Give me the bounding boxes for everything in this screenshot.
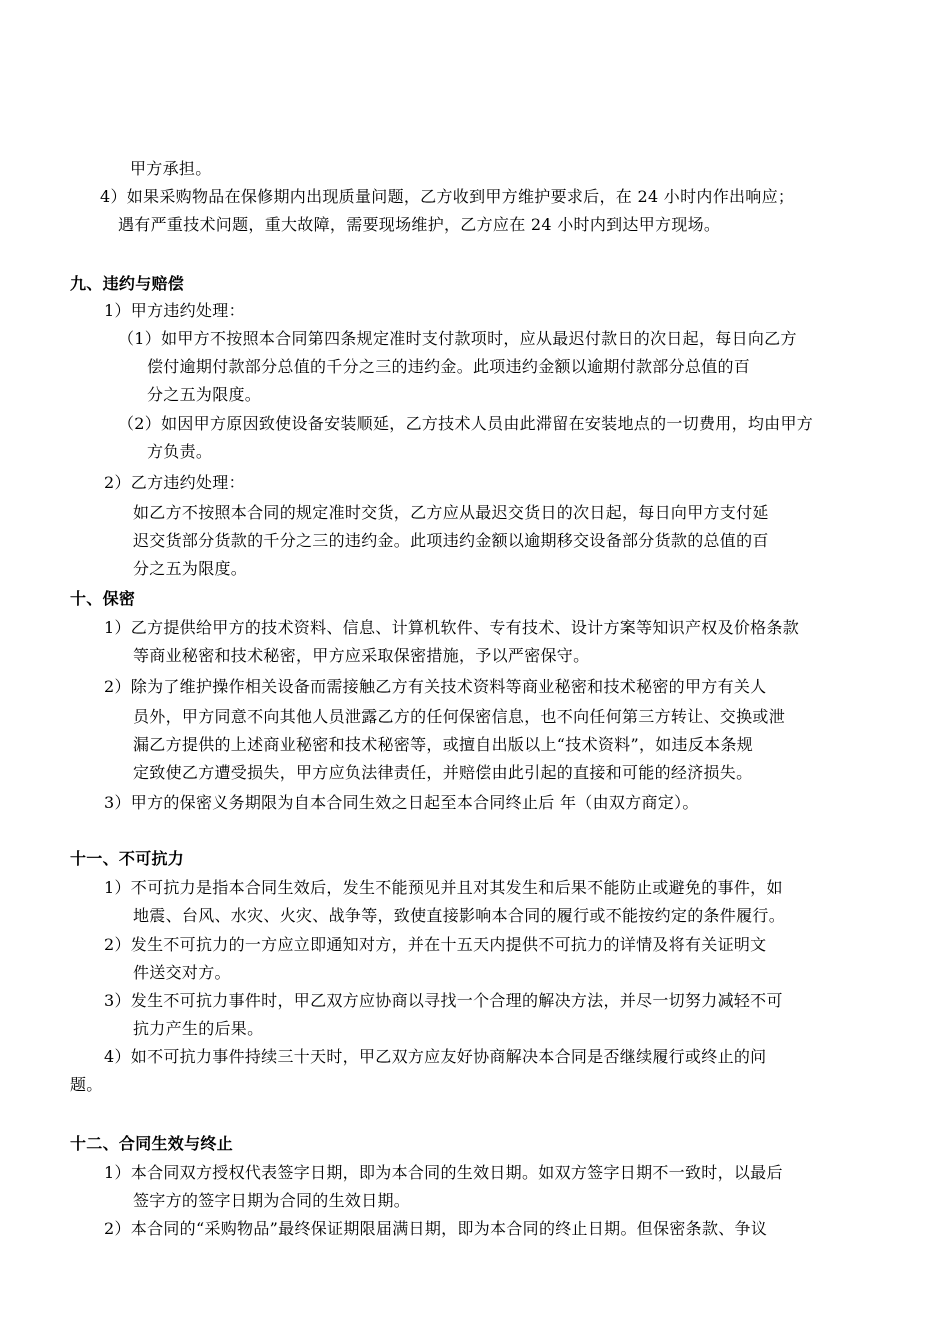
s12-item-1-line-1: 1）本合同双方授权代表签字日期，即为本合同的生效日期。如双方签字日期不一致时，以最后 [104, 1163, 783, 1182]
s9-item-2-line-2: 迟交货部分货款的千分之三的违约金。此项违约金额以逾期移交设备部分货款的总值的百 [133, 531, 769, 550]
s10-item-2-line-1: 2）除为了维护操作相关设备而需接触乙方有关技术资料等商业秘密和技术秘密的甲方有关人 [104, 677, 767, 696]
s12-item-1-line-2: 签字方的签字日期为合同的生效日期。 [133, 1191, 411, 1210]
s10-item-2-line-3: 漏乙方提供的上述商业秘密和技术秘密等，或擅自出版以上“技术资料”，如违反本条规 [133, 735, 754, 754]
intro-item-4-line-2: 遇有严重技术问题，重大故障，需要现场维护，乙方应在 24 小时内到达甲方现场。 [118, 215, 721, 234]
s9-item-1a-line-3: 分之五为限度。 [147, 385, 262, 404]
s9-item-1: 1）甲方违约处理： [104, 301, 245, 320]
section-11-heading: 十一、不可抗力 [70, 849, 185, 868]
s9-item-1a-line-1: （1）如甲方不按照本合同第四条规定准时支付款项时，应从最迟付款日的次日起，每日向乙方 [118, 329, 797, 348]
s11-item-4-line-2: 题。 [70, 1075, 103, 1094]
s9-item-1b-line-2: 方负责。 [147, 442, 213, 461]
section-10-heading: 十、保密 [70, 589, 136, 608]
s11-item-3-line-1: 3）发生不可抗力事件时，甲乙双方应协商以寻找一个合理的解决方法，并尽一切努力减轻不可 [104, 991, 783, 1010]
s10-item-3: 3）甲方的保密义务期限为自本合同生效之日起至本合同终止后 年（由双方商定）。 [104, 793, 699, 812]
intro-line-1: 甲方承担。 [130, 159, 212, 178]
intro-item-4-line-1: 4）如果采购物品在保修期内出现质量问题，乙方收到甲方维护要求后，在 24 小时内作出响应； [100, 187, 795, 206]
s9-item-1a-line-2: 偿付逾期付款部分总值的千分之三的违约金。此项违约金额以逾期付款部分总值的百 [147, 357, 751, 376]
s11-item-1-line-2: 地震、台风、水灾、火灾、战争等，致使直接影响本合同的履行或不能按约定的条件履行。 [133, 906, 786, 925]
s10-item-2-line-4: 定致使乙方遭受损失，甲方应负法律责任，并赔偿由此引起的直接和可能的经济损失。 [133, 763, 753, 782]
s10-item-2-line-2: 员外，甲方同意不向其他人员泄露乙方的任何保密信息，也不向任何第三方转让、交换或泄 [133, 707, 786, 726]
s9-item-2-line-3: 分之五为限度。 [133, 559, 248, 578]
s10-item-1-line-2: 等商业秘密和技术秘密，甲方应采取保密措施，予以严密保守。 [133, 646, 590, 665]
s12-item-2-line-1: 2）本合同的“采购物品”最终保证期限届满日期，即为本合同的终止日期。但保密条款、争议 [104, 1219, 768, 1238]
s9-item-2: 2）乙方违约处理： [104, 473, 245, 492]
s11-item-3-line-2: 抗力产生的后果。 [133, 1019, 264, 1038]
s11-item-1-line-1: 1）不可抗力是指本合同生效后，发生不能预见并且对其发生和后果不能防止或避免的事件，如 [104, 878, 783, 897]
s9-item-1b-line-1: （2）如因甲方原因致使设备安装顺延，乙方技术人员由此滞留在安装地点的一切费用，均由甲方 [118, 414, 814, 433]
s10-item-1-line-1: 1）乙方提供给甲方的技术资料、信息、计算机软件、专有技术、设计方案等知识产权及价格条款 [104, 618, 800, 637]
s9-item-2-line-1: 如乙方不按照本合同的规定准时交货，乙方应从最迟交货日的次日起，每日向甲方支付延 [133, 503, 769, 522]
s11-item-2-line-1: 2）发生不可抗力的一方应立即通知对方，并在十五天内提供不可抗力的详情及将有关证明文 [104, 935, 767, 954]
section-12-heading: 十二、合同生效与终止 [70, 1134, 234, 1153]
s11-item-2-line-2: 件送交对方。 [133, 963, 231, 982]
section-9-heading: 九、违约与赔偿 [70, 274, 185, 293]
s11-item-4-line-1: 4）如不可抗力事件持续三十天时，甲乙双方应友好协商解决本合同是否继续履行或终止的问 [104, 1047, 767, 1066]
